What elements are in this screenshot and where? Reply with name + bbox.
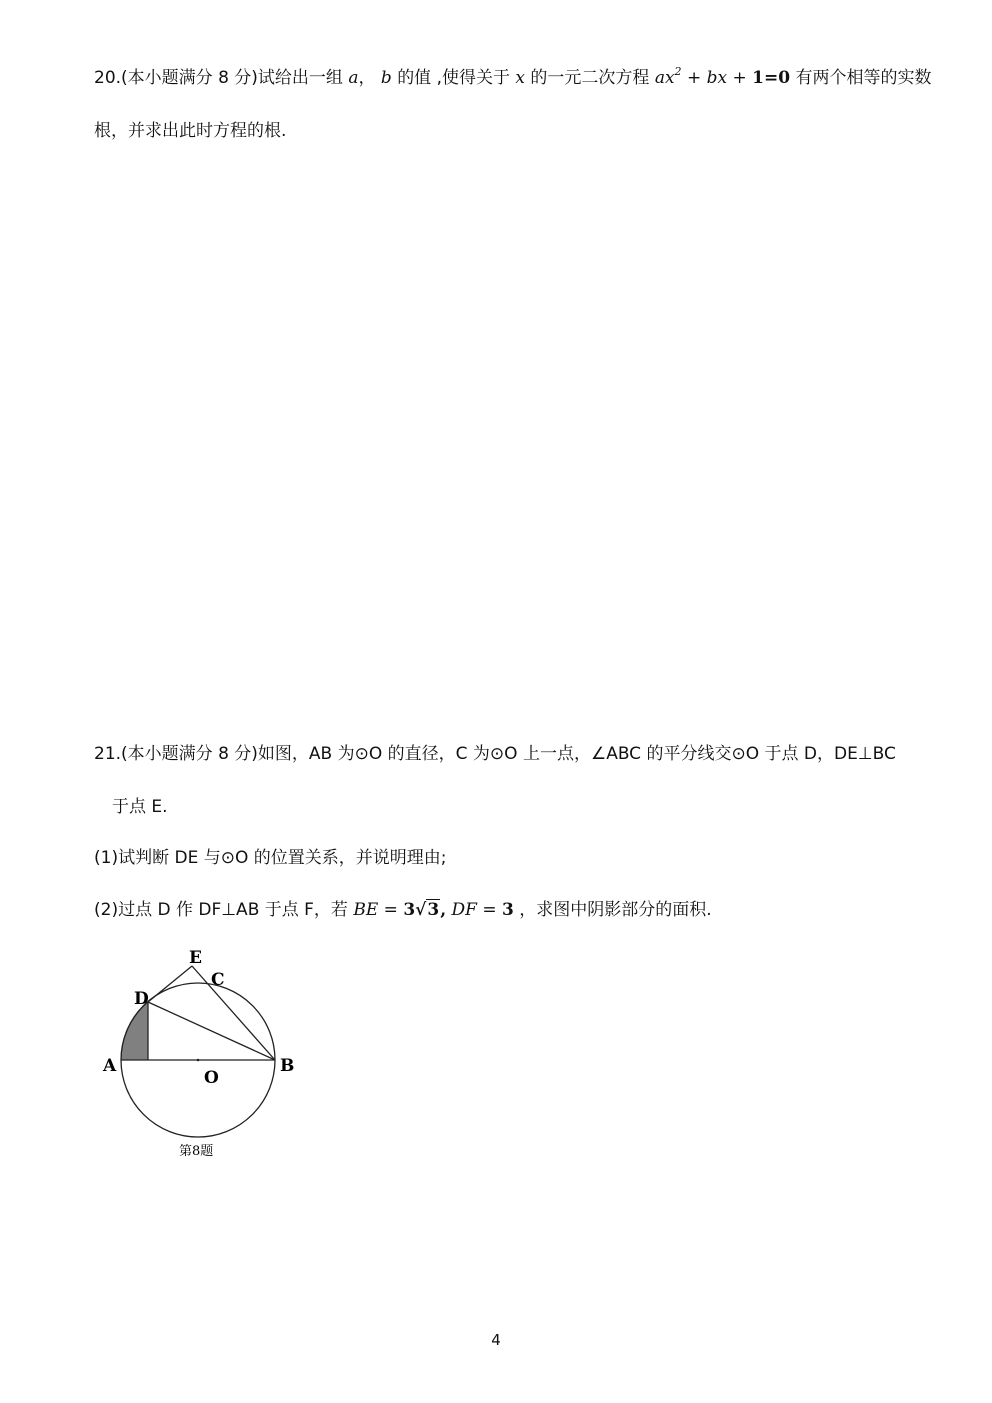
comma: ，: [358, 68, 376, 88]
q20-line-2: 根，并求出此时方程的根.: [94, 121, 287, 141]
eq-ax: ax: [654, 68, 675, 88]
q20-line-1: [94, 65, 932, 88]
segment-db: [148, 1002, 275, 1060]
eq-plus: +: [732, 68, 747, 88]
q21-part-2-text-b: ，求图中阴影部分的面积.: [519, 900, 712, 920]
be-comma: ,: [440, 900, 447, 920]
df-lhs: DF: [451, 900, 477, 920]
q20-text-c: 的一元二次方程: [530, 68, 650, 88]
q20-text-d: 有两个相等的实数: [795, 68, 932, 88]
q20-text-b: 的值 ,使得关于: [397, 68, 510, 88]
eq-exponent: 2: [674, 65, 682, 78]
var-a: a: [348, 68, 359, 88]
label-d: D: [134, 989, 149, 1009]
q21-part-2: [94, 900, 712, 920]
be-radicand: 3: [427, 900, 440, 920]
page-number: 4: [491, 1331, 501, 1349]
eq-plus: +: [686, 68, 702, 88]
df-value: 3: [502, 900, 514, 920]
be-coefficient: 3: [403, 900, 416, 920]
q20-text-a: 20.(本小题满分 8 分)试给出一组: [94, 68, 343, 88]
label-e: E: [189, 948, 202, 968]
label-c: C: [211, 970, 225, 990]
label-b: B: [280, 1056, 295, 1076]
eq-tail: 1=0: [752, 68, 791, 88]
be-equals: =: [383, 900, 398, 920]
center-dot: [197, 1059, 200, 1062]
label-o: O: [204, 1068, 219, 1088]
var-b: b: [380, 68, 392, 88]
var-x: x: [515, 68, 525, 88]
segment-eb: [192, 966, 275, 1060]
label-a: A: [103, 1056, 117, 1076]
shaded-region: [121, 1002, 148, 1060]
sqrt-expression: √3: [415, 900, 440, 920]
q21-line-1: 21.(本小题满分 8 分)如图，AB 为⊙O 的直径，C 为⊙O 上一点，∠ABC 的平分线交⊙O 于点 D，DE⊥BC: [94, 744, 896, 764]
q21-part-2-text-a: (2)过点 D 作 DF⊥AB 于点 F，若: [94, 900, 348, 920]
geometry-figure: [92, 938, 307, 1163]
figure-caption: 第8题: [179, 1144, 214, 1159]
q21-part-1: (1)试判断 DE 与⊙O 的位置关系，并说明理由;: [94, 848, 447, 868]
be-lhs: BE: [353, 900, 379, 920]
eq-bx: bx: [706, 68, 728, 88]
q21-line-2: 于点 E.: [112, 797, 168, 817]
df-equals: =: [482, 900, 497, 920]
